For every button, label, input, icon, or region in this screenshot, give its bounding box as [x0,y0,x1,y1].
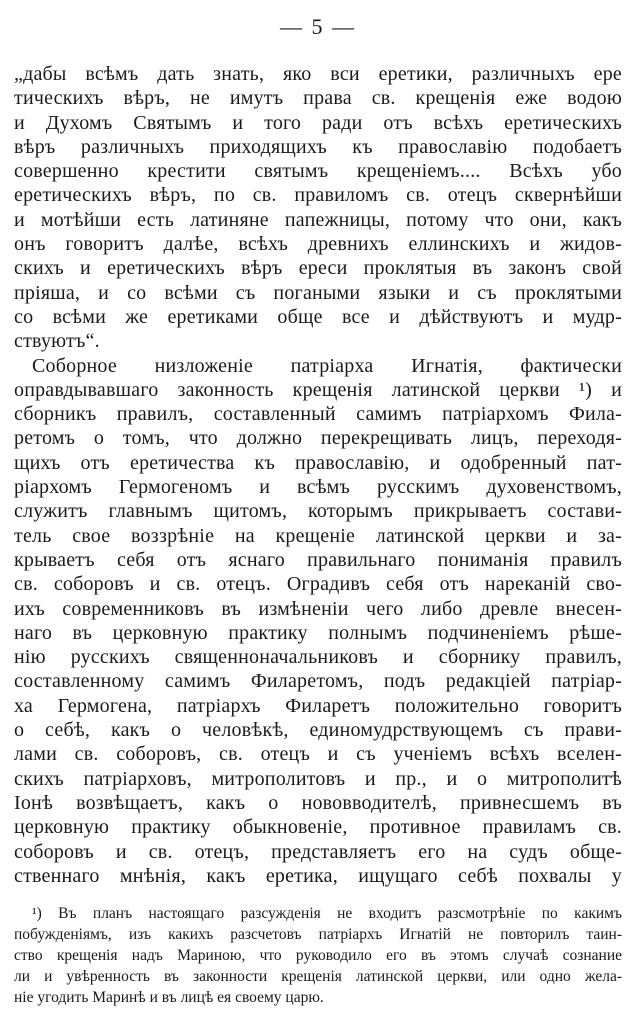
text-line: щихъ отъ еретичества къ православію, и одобренный пат- [14,451,622,474]
footnote-line: ство крещенія надъ Мариною, что руководило его въ этомъ случаѣ сознание [14,947,622,964]
text-line: еретическихъ вѣръ, по св. правиломъ св. отецъ сквернѣйши [14,184,622,207]
text-line: соборовъ и св. отецъ, представляетъ его на судъ обще- [14,840,622,863]
text-line: оправдывавшаго законность крещенія латинской церкви ¹) и [14,378,622,401]
text-line: онъ говоритъ далѣе, всѣхъ древнихъ еллинскихъ и жидов- [14,233,622,256]
text-line: пріяша, и со всѣми съ погаными языки и съ проклятыми [14,281,622,304]
text-line: Іонѣ возвѣщаетъ, какъ о нововводителѣ, привнесшемъ въ [14,791,622,814]
text-line: церковную практику обыкновеніе, противное правиламъ св. [14,816,622,839]
text-line: о себѣ, какъ о человѣкѣ, единомудрствующемъ съ прави- [14,719,622,742]
text-line: совершенно крестити святымъ крещеніемъ.... Всѣхъ убо [14,160,622,183]
text-line: крываетъ себя отъ яснаго правильнаго пониманія правилъ [14,548,622,571]
text-line: Соборное низложеніе патріарха Игнатія, фактически [32,354,622,377]
text-line: св. соборовъ и св. отецъ. Оградивъ себя отъ нареканій сво- [14,573,622,596]
page-number: — 5 — [280,14,356,39]
text-line: скихъ и еретическихъ вѣръ ереси проклятыя въ законъ свой [14,257,622,280]
text-line: „дабы всѣмъ дать знать, яко вси еретики, различныхъ ере [14,63,622,85]
footnote-line: ¹) Въ планъ настоящаго разсужденія не входитъ разсмотрѣніе по какимъ [32,905,622,922]
text-line: ріархомъ Гермогеномъ и всѣмъ русскимъ духовенствомъ, [14,476,622,499]
footnote-line: ли и увѣренность въ законности крещенія латинской церкви, или одно жела- [14,968,622,985]
text-line: и мотѣйши есть латиняне папежницы, потому что они, какъ [14,208,622,231]
text-line: тель свое воззрѣніе на крещеніе латинской церкви и за- [14,524,622,547]
text-line: ственнаго мнѣнія, какъ еретика, ищущаго себѣ похвалы у [14,864,622,887]
text-line: и Духомъ Святымъ и того ради отъ всѣхъ еретическихъ [14,111,622,134]
text-line: ихъ современниковъ въ измѣненіи чего либо древле внесен- [14,597,622,620]
text-line: составленному самимъ Филаретомъ, подъ редакціей патріар- [14,670,622,693]
text-line: ствуютъ“. [14,330,100,353]
text-line: служитъ главнымъ щитомъ, которымъ прикрываетъ состави- [14,500,622,523]
footnote [14,903,622,1008]
footnote-line: ніе угодить Маринѣ и въ лицѣ ея своему царю. [14,989,324,1006]
text-line: ретомъ о томъ, что должно перекрещивать лицъ, переходя- [14,427,622,450]
text-line: со всѣми же еретиками обще все и дѣйствуютъ и мудр- [14,305,622,328]
text-line: ха Гермогена, патріархъ Филаретъ положительно говоритъ [14,694,622,717]
text-line: лами св. соборовъ, св. отецъ и съ ученіемъ всѣхъ вселен- [14,743,622,766]
text-line: скихъ патріарховъ, митрополитовъ и пр., и о митрополитѣ [14,767,622,790]
text-line: наго въ церковную практику полнымъ подчиненіемъ рѣше- [14,621,622,644]
main-text [14,62,622,888]
text-line: сборникъ правилъ, составленный самимъ патріархомъ Фила- [14,403,622,426]
text-line: вѣръ различныхъ приходящихъ къ православію подобаетъ [14,135,622,158]
footnote-line: побужденіямъ, изъ какихъ разсчетовъ патріархъ Игнатій не повторилъ таин- [14,926,622,943]
text-line: тическихъ вѣръ, не имутъ права св. крещенія еже водою [14,87,622,110]
text-line: нію русскихъ священноначальниковъ и сборнику правилъ, [14,646,622,669]
